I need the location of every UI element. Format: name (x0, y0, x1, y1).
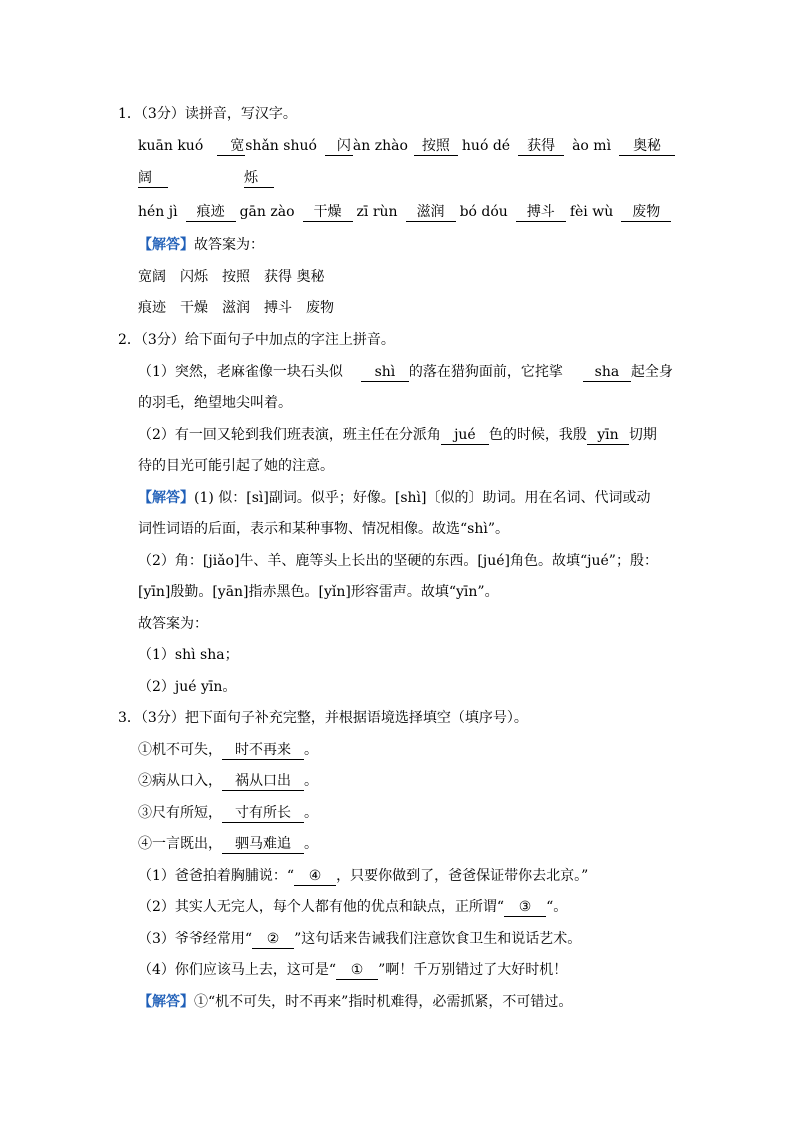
answer-blank: 祸从口出 (222, 773, 304, 791)
q1-wrap-row (138, 168, 274, 188)
answer-blank: 阔 (138, 170, 168, 188)
answer-blank: ③ (504, 899, 546, 917)
sentence-text: （1）突然，老麻雀像一块石头似 (138, 364, 343, 380)
answer-tag: 【解答】 (138, 994, 194, 1010)
pinyin: bó dóu (459, 204, 508, 220)
answer-blank: 奥秘 (619, 138, 675, 156)
answer-blank: jué (441, 427, 489, 445)
answer-blank: 搏斗 (516, 204, 566, 222)
answer-blank: 驷马难追 (222, 836, 304, 854)
item-text: 。 (304, 836, 318, 852)
answer-blank: ② (252, 931, 294, 949)
answer-blank: 获得 (518, 138, 564, 156)
q2-explanation-2: （2）角：[jiǎo]牛、羊、鹿等头上长出的坚硬的东西。[jué]角色。故填“jué”；殷： (138, 553, 658, 569)
context-text: （4）你们应该马上去，这可是“ (138, 962, 337, 978)
answer-blank: 滋润 (406, 204, 456, 222)
pinyin: shǎn shuó (245, 138, 317, 154)
q1-pinyin-row-2 (138, 202, 671, 222)
q2-sentence-1-cont: 的羽毛，绝望地尖叫着。 (138, 395, 292, 411)
answer-blank: ④ (294, 868, 336, 886)
q3-item-4 (138, 834, 318, 854)
context-text: （3）爷爷经常用“ (138, 931, 253, 947)
answer-blank: 宽 (217, 138, 245, 156)
item-text: ①机不可失， (138, 742, 222, 758)
q2-explanation-1 (138, 488, 650, 508)
context-text: （2）其实人无完人，每个人都有他的优点和缺点，正所谓“ (138, 899, 505, 915)
q3-item-2 (138, 771, 318, 791)
q3-item-3 (138, 803, 318, 823)
question-2-title: 2．（3分）给下面句子中加点的字注上拼音。 (118, 332, 395, 348)
explanation-text: (1) 似：[sì]副词。似乎；好像。[shì]〔似的〕助词。用在名词、代词或动 (194, 490, 651, 506)
q2-sentence-2-cont: 待的目光可能引起了她的注意。 (138, 458, 334, 474)
question-1-title: 1．（3分）读拼音，写汉字。 (118, 106, 297, 122)
answer-blank: shì (361, 364, 409, 382)
item-text: 。 (304, 742, 318, 758)
pinyin: kuān kuó (138, 138, 204, 154)
sentence-text: 起全身 (630, 364, 673, 380)
answer-blank: 按照 (414, 138, 458, 156)
pinyin: fèi wù (569, 204, 614, 220)
sentence-text: 的落在猎狗面前，它挓挲 (408, 364, 563, 380)
answer-blank: yīn (587, 427, 629, 445)
q3-context-4 (138, 960, 567, 980)
q2-answer-1: （1）shì sha； (138, 647, 239, 663)
q3-item-1 (138, 740, 318, 760)
context-text: ，只要你做到了，爸爸保证带你去北京。” (336, 868, 589, 884)
q3-answer (138, 992, 572, 1012)
answer-blank: 时不再来 (222, 742, 304, 760)
answer-blank: 废物 (621, 204, 671, 222)
context-text: ”这句话来告诫我们注意饮食卫生和说话艺术。 (294, 931, 582, 947)
answer-blank: 烁 (244, 170, 274, 188)
pinyin: àn zhào (352, 138, 408, 154)
q2-explanation-2b: [yīn]殷勤。[yān]指赤黑色。[yǐn]形容雷声。故填“yīn”。 (138, 584, 499, 600)
pinyin: zī rùn (356, 204, 398, 220)
context-text: ”啊！千万别错过了大好时机！ (378, 962, 568, 978)
sentence-text: 切期 (628, 427, 657, 443)
answer-tag: 【解答】 (138, 237, 194, 253)
q1-answer-line-2: 痕迹 干燥 滋润 搏斗 废物 (138, 300, 334, 316)
sentence-text: （2）有一回又轮到我们班表演，班主任在分派角 (138, 427, 441, 443)
item-text: ②病从口入， (138, 773, 222, 789)
q2-answer-2: （2）jué yīn。 (138, 679, 237, 695)
answer-intro: 故答案为： (194, 237, 264, 253)
q3-context-1 (138, 866, 588, 886)
pinyin: ào mì (572, 138, 612, 154)
q1-pinyin-row-1 (138, 136, 675, 156)
sentence-text: 色的时候，我殷 (488, 427, 587, 443)
answer-blank: 闪 (325, 138, 353, 156)
answer-blank: 干燥 (303, 204, 353, 222)
item-text: 。 (304, 773, 318, 789)
answer-text: ①“机不可失，时不再来”指时机难得，必需抓紧，不可错过。 (194, 994, 573, 1010)
q1-answer-line-1: 宽阔 闪烁 按照 获得 奥秘 (138, 269, 325, 285)
context-text: （1）爸爸拍着胸脯说：“ (138, 868, 295, 884)
answer-blank: 痕迹 (186, 204, 236, 222)
answer-blank: sha (583, 364, 631, 382)
q3-context-2 (138, 897, 567, 917)
question-3-title: 3．（3分）把下面句子补充完整，并根据语境选择填空（填序号）。 (118, 710, 528, 726)
answer-blank: 寸有所长 (222, 805, 304, 823)
q2-sentence-1 (138, 362, 673, 382)
item-text: ③尺有所短， (138, 805, 222, 821)
item-text: 。 (304, 805, 318, 821)
q1-answer-header (138, 235, 264, 255)
q2-explanation-1b: 词性词语的后面，表示和某种事物、情况相像。故选“shì”。 (138, 521, 509, 537)
q3-context-3 (138, 929, 581, 949)
pinyin: hén jì (138, 204, 178, 220)
answer-blank: ① (336, 962, 378, 980)
pinyin: gān zào (239, 204, 295, 220)
context-text: “。 (546, 899, 568, 915)
answer-tag: 【解答】 (138, 490, 194, 506)
q2-answer-intro: 故答案为： (138, 616, 208, 632)
pinyin: huó dé (461, 138, 511, 154)
q2-sentence-2 (138, 425, 657, 445)
item-text: ④一言既出， (138, 836, 222, 852)
